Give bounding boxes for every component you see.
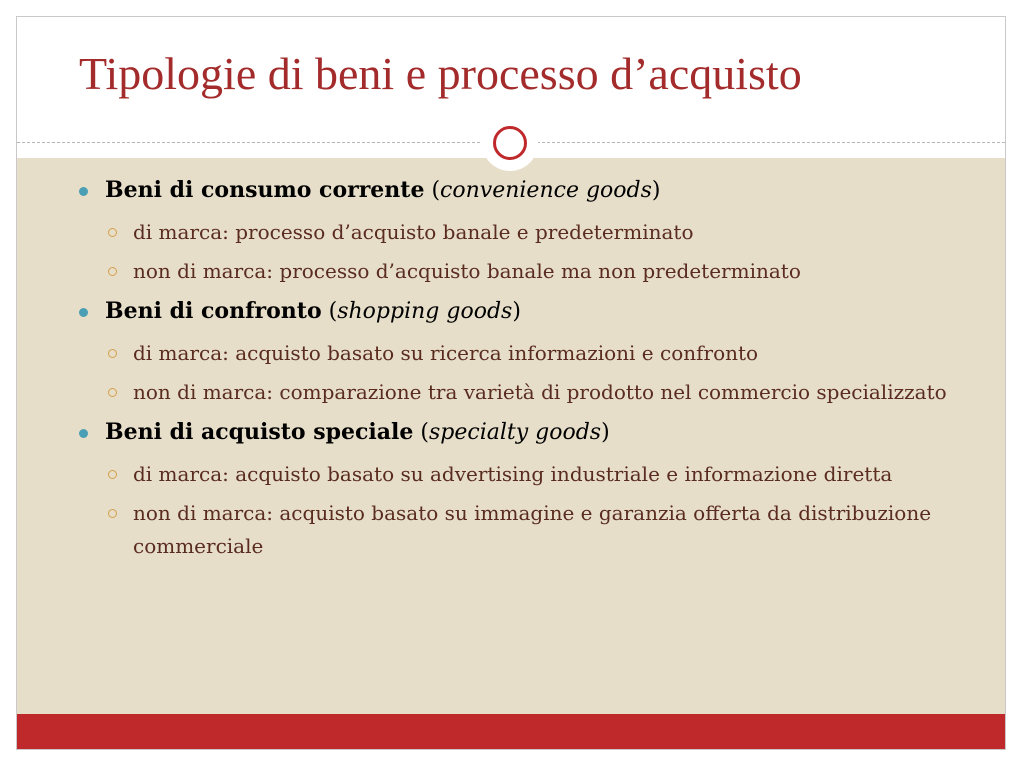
footer-accent-bar <box>17 714 1005 749</box>
slide-title: Tipologie di beni e processo d’acquisto <box>79 48 802 99</box>
paren-open: ( <box>321 299 338 324</box>
slide-frame <box>16 16 1006 750</box>
sub-bullet-ring-icon <box>108 267 117 276</box>
bullet-dot-icon <box>79 308 88 317</box>
sub-bullet-item <box>77 376 987 409</box>
sub-bullet-ring-icon <box>108 228 117 237</box>
sub-bullet-item <box>77 337 987 370</box>
sub-bullet-text: non di marca: comparazione tra varietà di prodotto nel commercio specializzato <box>133 380 947 404</box>
bullet-heading: Beni di consumo corrente <box>105 177 425 203</box>
bullet-english-term: specialty goods <box>428 420 602 445</box>
sub-bullet-item <box>77 458 987 491</box>
sub-bullet-item <box>77 255 987 288</box>
sub-bullet-text: non di marca: acquisto basato su immagine e garanzia offerta da distribuzione commerciale <box>133 501 932 558</box>
sub-bullet-text: di marca: acquisto basato su advertising industriale e informazione diretta <box>133 462 893 486</box>
sub-bullet-ring-icon <box>108 349 117 358</box>
sub-bullet-text: non di marca: processo d’acquisto banale ma non predeterminato <box>133 259 801 283</box>
bullet-heading: Beni di confronto <box>105 298 322 324</box>
bullet-dot-icon <box>79 429 88 438</box>
bullet-list <box>77 158 987 563</box>
sub-bullet-ring-icon <box>108 509 117 518</box>
sub-bullet-text: di marca: processo d’acquisto banale e predeterminato <box>133 220 694 244</box>
sub-bullet-ring-icon <box>108 388 117 397</box>
paren-open: ( <box>413 420 429 445</box>
bullet-item <box>77 415 987 450</box>
bullet-english-term: convenience goods <box>440 178 652 203</box>
sub-bullet-item <box>77 497 987 563</box>
sub-bullet-ring-icon <box>108 470 117 479</box>
bullet-item <box>77 294 987 329</box>
bullet-english-term: shopping goods <box>337 299 513 324</box>
bullet-dot-icon <box>79 187 88 196</box>
paren-close: ) <box>601 420 610 445</box>
sub-bullet-text: di marca: acquisto basato su ricerca informazioni e confronto <box>133 341 759 365</box>
bullet-heading: Beni di acquisto speciale <box>105 419 414 445</box>
paren-close: ) <box>512 299 521 324</box>
sub-bullet-item <box>77 216 987 249</box>
bullet-item <box>77 173 987 208</box>
paren-close: ) <box>651 178 661 203</box>
paren-open: ( <box>424 178 441 203</box>
circle-ornament-icon <box>493 126 527 160</box>
